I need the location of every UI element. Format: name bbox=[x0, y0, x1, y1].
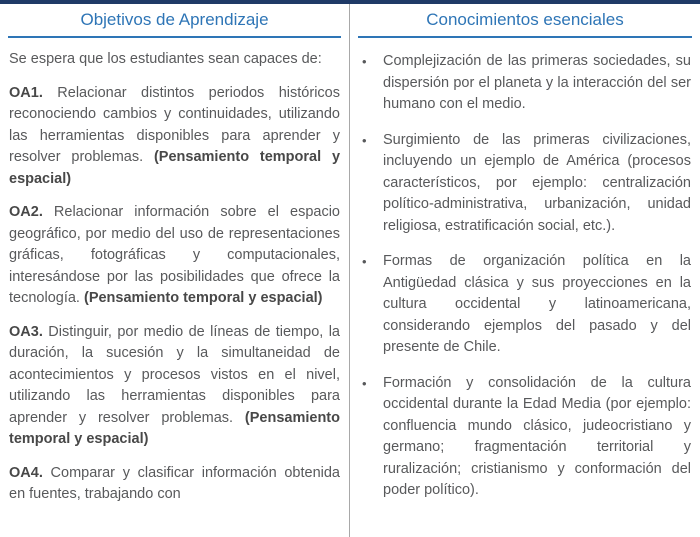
knowledge-item bbox=[359, 373, 691, 502]
objective-text: Relacionar distintos periodos históricos reconociendo cambios y continuidades, utilizando las herramientas disponibles para aprender y resolver problemas. bbox=[9, 84, 340, 165]
objective-label: OA1. bbox=[9, 84, 43, 101]
objective-tag: (Pensamiento temporal y espacial) bbox=[9, 149, 341, 187]
knowledge-text: Complejización de las primeras sociedades, su dispersión por el planeta y la interacción del ser humano con el medio. bbox=[383, 53, 691, 112]
objective-label: OA4. bbox=[9, 464, 43, 481]
knowledge-item bbox=[359, 251, 691, 359]
objective-text: Distinguir, por medio de líneas de tiempo, la duración, la sucesión y la simultaneidad de acontecimientos y procesos vistos en el nivel, utilizando las herramientas disponibles para aprender y resolver problemas. bbox=[9, 323, 340, 426]
column-header-objetivos: Objetivos de Aprendizaje bbox=[8, 4, 341, 38]
bullet-icon: • bbox=[362, 54, 367, 69]
objective-item-oa1 bbox=[9, 83, 340, 191]
objetivos-body bbox=[9, 49, 340, 506]
objective-text: Comparar y clasificar información obtenida en fuentes, trabajando con bbox=[9, 464, 340, 502]
bullet-icon: • bbox=[362, 375, 367, 391]
knowledge-text: Surgimiento de las primeras civilizaciones, incluyendo un ejemplo de América (procesos característicos, por ejemplo: centralización político-administrativa, urbanización, unidad religiosa, estratificación social, etc.). bbox=[383, 131, 691, 234]
bullet-icon: • bbox=[362, 254, 367, 269]
objective-label: OA2. bbox=[9, 204, 43, 220]
knowledge-text: Formas de organización política en la Antigüedad clásica y sus proyecciones en la cultura occidental y latinoamericana, considerando ejemplos del pasado y del presente de Chile. bbox=[383, 253, 691, 355]
bullet-icon: • bbox=[362, 132, 367, 148]
objective-label: OA3. bbox=[9, 323, 43, 340]
knowledge-item bbox=[359, 130, 691, 238]
objective-item-oa3 bbox=[9, 322, 340, 451]
objective-tag: (Pensamiento temporal y espacial) bbox=[9, 409, 340, 447]
intro-text: Se espera que los estudiantes sean capaces de: bbox=[9, 51, 322, 67]
objective-tag: (Pensamiento temporal y espacial) bbox=[83, 290, 323, 306]
conocimientos-column bbox=[350, 4, 700, 537]
objective-item-oa4 bbox=[9, 463, 340, 506]
knowledge-item bbox=[359, 51, 691, 116]
knowledge-text: Formación y consolidación de la cultura occidental durante la Edad Media (por ejemplo: confluencia mundo clásico, judeocristiano y germano; fragmentación territorial y ruralización; cristianismo y conformación del poder político). bbox=[383, 374, 691, 498]
objective-text: Relacionar información sobre el espacio geográfico, por medio del uso de representaciones gráficas, fotográficas y computacionales, interesándose por las posibilidades que ofrece la tecnología. bbox=[9, 204, 340, 306]
column-header-conocimientos: Conocimientos esenciales bbox=[358, 4, 692, 38]
conocimientos-body bbox=[359, 51, 691, 502]
objective-item-oa2 bbox=[9, 202, 340, 310]
objetivos-column bbox=[0, 4, 350, 537]
